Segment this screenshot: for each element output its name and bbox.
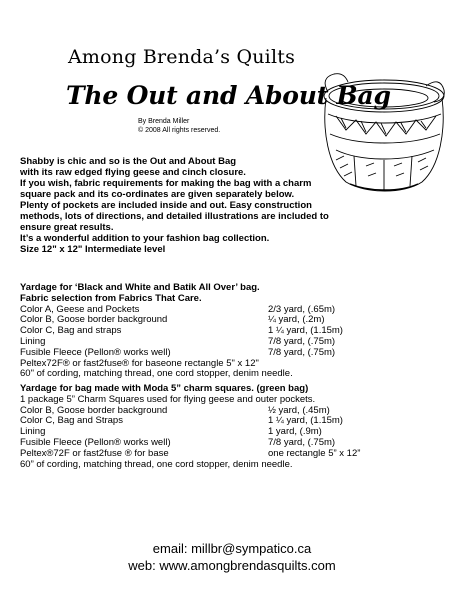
yardage-amount: 1 ¼ yard, (1.15m) xyxy=(268,325,343,337)
copyright-line: © 2008 All rights reserved. xyxy=(138,127,221,134)
yardage-amount: one rectangle 5” x 12” xyxy=(268,447,361,459)
description xyxy=(20,156,450,255)
yardage-amount: ¼ yard, (.2m) xyxy=(268,314,325,326)
yardage-row xyxy=(20,416,450,427)
contact-website: web: www.amongbrendasquilts.com xyxy=(128,558,336,573)
section-note: 60" of cording, matching thread, one cord stopper, denim needle. xyxy=(20,368,293,380)
section-note: Peltex72F® or fast2fuse® for baseone rectangle 5" x 12" xyxy=(20,357,259,369)
brand-name: Among Brenda’s Quilts xyxy=(68,46,296,68)
yardage-item: Color B, Goose border background xyxy=(20,404,168,416)
yardage-item: Lining xyxy=(20,335,46,347)
yardage-amount: 2/3 yard, (.65m) xyxy=(268,303,336,315)
yardage-amount: ½ yard, (.45m) xyxy=(268,404,330,416)
section-intro: 1 package 5” Charm Squares used for flying geese and outer pockets. xyxy=(20,393,316,405)
description-line: Plenty of pockets are included inside and out. Easy construction xyxy=(20,200,312,211)
description-line: Shabby is chic and so is the Out and About Bag xyxy=(20,156,237,167)
yardage-amount: 1 yard, (.9m) xyxy=(268,426,322,438)
yardage-row xyxy=(20,326,450,337)
contact-email: email: millbr@sympatico.ca xyxy=(152,541,312,556)
yardage-item: Color A, Geese and Pockets xyxy=(20,303,140,315)
description-line: square pack and its co-ordinates are given separately below. xyxy=(20,189,295,200)
author-line: By Brenda Miller xyxy=(138,118,190,125)
yardage-amount: 7/8 yard, (.75m) xyxy=(268,335,336,347)
yardage-item: Lining xyxy=(20,426,46,438)
yardage-item: Color C, Bag and straps xyxy=(20,325,122,337)
section-heading: Yardage for bag made with Moda 5” charm squares. (green bag) xyxy=(20,383,309,394)
yardage-amount: 7/8 yard, (.75m) xyxy=(268,346,336,358)
description-line: Size 12" x 12" Intermediate level xyxy=(20,244,166,255)
description-line: methods, lots of directions, and detailed illustrations are included to xyxy=(20,211,329,222)
yardage-row xyxy=(20,348,450,359)
yardage-item: Color C, Bag and Straps xyxy=(20,415,123,427)
section-heading: Yardage for ‘Black and White and Batik All Over’ bag. xyxy=(20,282,260,293)
yardage-item: Fusible Fleece (Pellon® works well) xyxy=(20,436,171,448)
section-subheading: Fabric selection from Fabrics That Care. xyxy=(20,292,202,304)
yardage-row xyxy=(20,449,450,460)
yardage-amount: 7/8 yard, (.75m) xyxy=(268,436,336,448)
description-line: It’s a wonderful addition to your fashion bag collection. xyxy=(20,233,270,244)
yardage-amount: 1 ¼ yard, (1.15m) xyxy=(268,415,343,427)
yardage-item: Color B, Goose border background xyxy=(20,314,168,326)
yardage-item: Fusible Fleece (Pellon® works well) xyxy=(20,346,171,358)
pattern-title: The Out and About Bag xyxy=(66,81,391,110)
section-note: 60” of cording, matching thread, one cord stopper, denim needle. xyxy=(20,458,293,470)
yardage-section-charm xyxy=(20,384,450,470)
description-line: ensure great results. xyxy=(20,222,114,233)
yardage-item: Peltex®72F or fast2fuse ® for base xyxy=(20,447,169,459)
yardage-section-batik xyxy=(20,283,450,380)
description-line: with its raw edged flying geese and cinch closure. xyxy=(20,167,246,178)
byline xyxy=(138,117,220,135)
description-line: If you wish, fabric requirements for making the bag with a charm xyxy=(20,178,312,189)
